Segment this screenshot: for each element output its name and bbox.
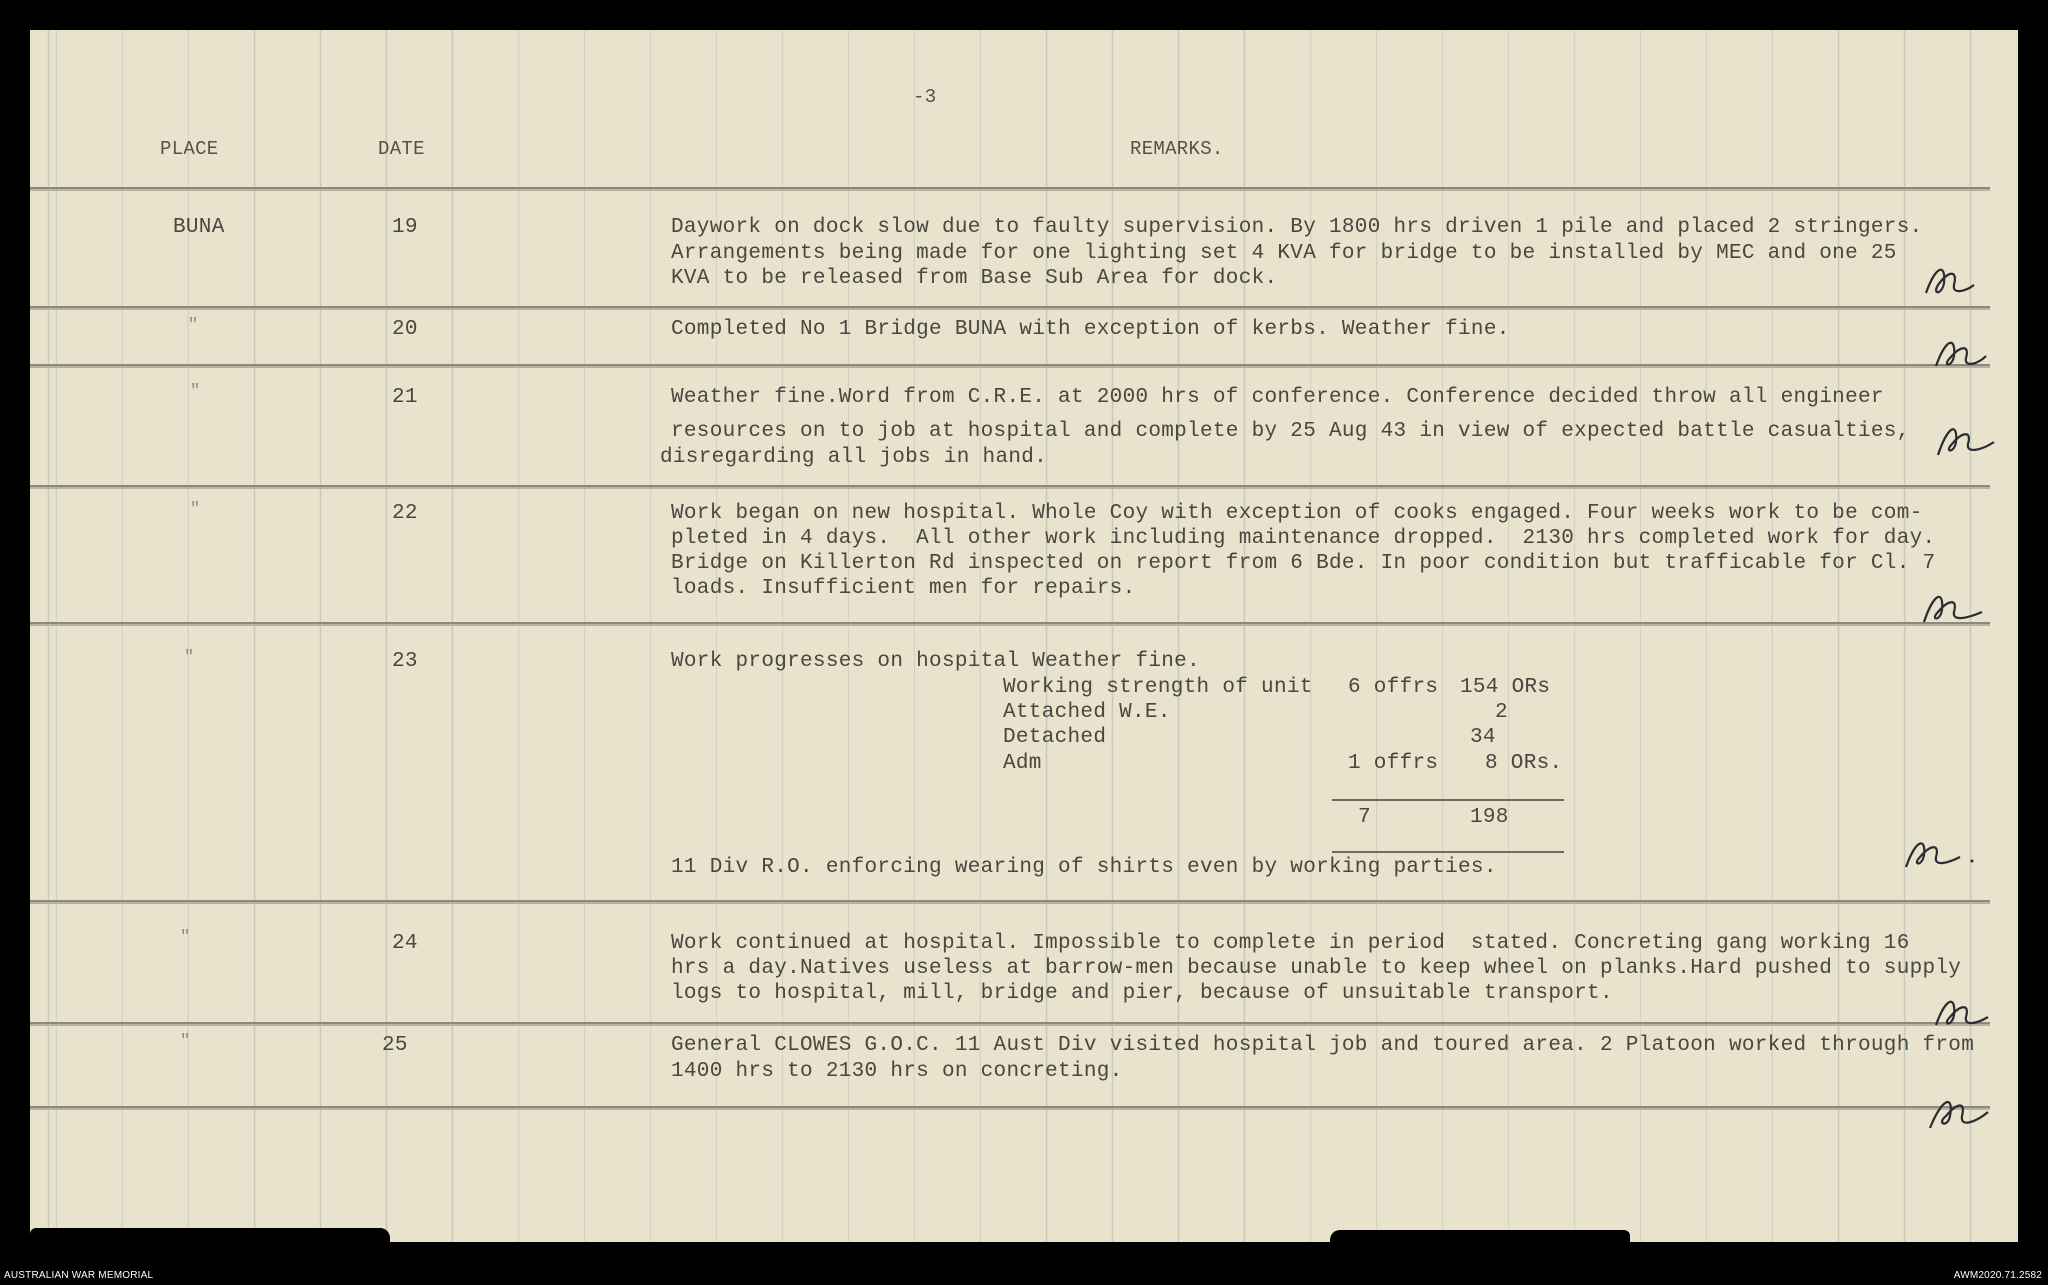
signature-initials [1898,825,1978,880]
entry-place: BUNA [173,216,225,239]
remark-line: General CLOWES G.O.C. 11 Aust Div visited hospital job and toured area. 2 Platoon worked through from [671,1034,1975,1057]
entry-date: 22 [392,502,418,525]
remark-line: disregarding all jobs in hand. [660,446,1048,469]
footer-accession: AWM2020.71.2582 [1953,1270,2042,1281]
signature-initials [1916,578,1991,633]
entry-date: 19 [392,216,418,239]
entry-date: 23 [392,650,418,673]
header-place: PLACE [160,138,219,160]
strength-total-ors: 198 [1470,806,1509,829]
remark-line: Bridge on Killerton Rd inspected on report from 6 Bde. In poor condition but trafficable for Cl. 7 [671,552,1936,575]
remark-line: Work progresses on hospital Weather fine. [671,650,1200,673]
entry-date: 21 [392,386,418,409]
remark-line: 1400 hrs to 2130 hrs on concreting. [671,1060,1123,1083]
strength-ors: 8 ORs. [1485,752,1563,775]
entry-date: 24 [392,932,418,955]
signature-initials [1928,326,1998,376]
strength-ors: 34 [1470,726,1496,749]
signature-initials [1918,255,1988,305]
entry-rule [30,364,1990,368]
signature-initials [1928,985,1998,1035]
remark-line: Work began on new hospital. Whole Coy with exception of cooks engaged. Four weeks work to be com- [671,502,1923,525]
ditto-mark: " [190,500,201,519]
strength-offrs: 6 offrs [1348,676,1439,699]
strength-label: Working strength of unit [1003,676,1313,699]
remark-line: resources on to job at hospital and complete by 25 Aug 43 in view of expected battle casualties, [671,420,1910,443]
ditto-mark: " [184,648,195,667]
sum-rule [1332,799,1564,801]
remark-line: Work continued at hospital. Impossible to complete in period stated. Concreting gang working 16 [671,932,1910,955]
strength-total-offrs: 7 [1358,806,1371,829]
war-diary-page [30,30,2018,1242]
remark-line: logs to hospital, mill, bridge and pier, because of unsuitable transport. [671,982,1613,1005]
sum-rule [1332,851,1564,853]
entry-rule [30,485,1990,489]
entry-rule [30,1022,1990,1026]
entry-rule [30,1106,1990,1110]
strength-label: Detached [1003,726,1107,749]
entry-date: 25 [382,1034,408,1057]
ditto-mark: " [188,316,199,335]
header-date: DATE [378,138,425,160]
entry-rule [30,622,1990,626]
torn-edge [1330,1230,1630,1242]
entry-date: 20 [392,318,418,341]
entry-rule [30,306,1990,310]
remark-line: loads. Insufficient men for repairs. [671,577,1136,600]
strength-ors: 2 [1495,701,1508,724]
footer-credit: AUSTRALIAN WAR MEMORIAL [4,1270,154,1281]
signature-initials [1928,410,2003,465]
remark-line: 11 Div R.O. enforcing wearing of shirts even by working parties. [671,856,1497,879]
strength-label: Attached W.E. [1003,701,1171,724]
remark-line: Weather fine.Word from C.R.E. at 2000 hrs of conference. Conference decided throw all engineer [671,386,1884,409]
ditto-mark: " [180,928,191,947]
remark-line: Arrangements being made for one lighting set 4 KVA for bridge to be installed by MEC and one 25 [671,242,1897,265]
ditto-mark: " [190,382,201,401]
remark-line: pleted in 4 days. All other work including maintenance dropped. 2130 hrs completed work for day. [671,527,1936,550]
entry-rule [30,900,1990,904]
remark-line: Completed No 1 Bridge BUNA with exception of kerbs. Weather fine. [671,318,1510,341]
strength-ors: 154 ORs [1460,676,1551,699]
ditto-mark: " [180,1032,191,1051]
page-number: -3 [913,86,937,108]
torn-edge [30,1228,390,1242]
remark-line: Daywork on dock slow due to faulty supervision. By 1800 hrs driven 1 pile and placed 2 stringers. [671,216,1923,239]
remark-line: KVA to be released from Base Sub Area for dock. [671,267,1278,290]
strength-offrs: 1 offrs [1348,752,1439,775]
signature-initials [1920,1080,1995,1140]
header-rule [30,187,1990,191]
header-remarks: REMARKS. [1130,138,1224,160]
remark-line: hrs a day.Natives useless at barrow-men because unable to keep wheel on planks.Hard pushed to supply [671,957,1962,980]
strength-label: Adm [1003,752,1042,775]
